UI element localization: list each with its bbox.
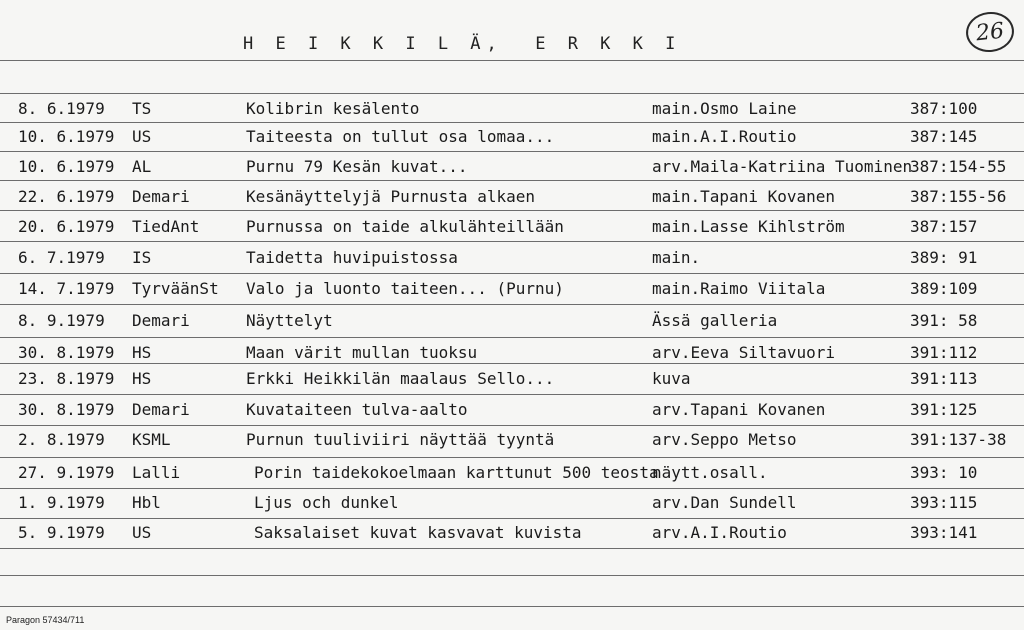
entry-ref: 387:145 xyxy=(910,127,978,146)
entry-author: main. xyxy=(652,248,701,267)
card-title: H E I K K I L Ä, E R K K I xyxy=(243,34,682,54)
entry-row xyxy=(0,521,1024,545)
divider xyxy=(0,210,1024,211)
entry-publication: AL xyxy=(132,157,152,176)
divider xyxy=(0,518,1024,519)
entry-title: Valo ja luonto taiteen... (Purnu) xyxy=(246,279,564,298)
entry-ref: 391:113 xyxy=(910,369,978,388)
entry-title: Näyttelyt xyxy=(246,311,333,330)
entry-title: Taidetta huvipuistossa xyxy=(246,248,458,267)
entry-title: Kesänäyttelyjä Purnusta alkaen xyxy=(246,187,535,206)
entry-title: Ljus och dunkel xyxy=(254,493,399,512)
entry-title: Porin taidekokoelmaan karttunut 500 teosta xyxy=(254,463,659,482)
entry-title: Maan värit mullan tuoksu xyxy=(246,343,478,362)
entry-title: Purnu 79 Kesän kuvat... xyxy=(246,157,468,176)
entry-date: 23. 8.1979 xyxy=(18,369,115,388)
entry-publication: Lalli xyxy=(132,463,181,482)
entry-ref: 393: 10 xyxy=(910,463,978,482)
entry-title: Taiteesta on tullut osa lomaa... xyxy=(246,127,555,146)
page-number: 26 xyxy=(974,18,1006,46)
entry-publication: IS xyxy=(132,248,152,267)
entry-publication: TiedAnt xyxy=(132,217,200,236)
entry-date: 8. 6.1979 xyxy=(18,99,105,118)
divider xyxy=(0,93,1024,94)
entry-row xyxy=(0,491,1024,515)
entry-ref: 389: 91 xyxy=(910,248,978,267)
divider xyxy=(0,304,1024,305)
entry-row xyxy=(0,428,1024,452)
entry-publication: TS xyxy=(132,99,152,118)
entry-author: arv.Seppo Metso xyxy=(652,430,797,449)
entry-publication: HS xyxy=(132,369,152,388)
divider xyxy=(0,488,1024,489)
entry-author: arv.Dan Sundell xyxy=(652,493,797,512)
entry-row xyxy=(0,246,1024,270)
entry-ref: 387:154-55 xyxy=(910,157,1007,176)
entry-row xyxy=(0,277,1024,301)
entry-publication: Demari xyxy=(132,400,190,419)
entry-row xyxy=(0,97,1024,121)
divider xyxy=(0,425,1024,426)
entry-ref: 389:109 xyxy=(910,279,978,298)
entry-author: arv.A.I.Routio xyxy=(652,523,787,542)
divider xyxy=(0,548,1024,549)
divider xyxy=(0,180,1024,181)
entry-date: 10. 6.1979 xyxy=(18,157,115,176)
entry-ref: 393:115 xyxy=(910,493,978,512)
entry-author: main.Raimo Viitala xyxy=(652,279,826,298)
divider xyxy=(0,122,1024,123)
entry-date: 1. 9.1979 xyxy=(18,493,105,512)
entry-publication: Demari xyxy=(132,187,190,206)
entry-date: 5. 9.1979 xyxy=(18,523,105,542)
entry-date: 27. 9.1979 xyxy=(18,463,115,482)
entry-title: Kuvataiteen tulva-aalto xyxy=(246,400,468,419)
entry-publication: HS xyxy=(132,343,152,362)
entry-row xyxy=(0,309,1024,333)
entry-ref: 387:155-56 xyxy=(910,187,1007,206)
entry-title: Erkki Heikkilän maalaus Sello... xyxy=(246,369,555,388)
entry-ref: 391:137-38 xyxy=(910,430,1007,449)
entry-ref: 391: 58 xyxy=(910,311,978,330)
entry-author: näytt.osall. xyxy=(652,463,768,482)
entry-date: 30. 8.1979 xyxy=(18,343,115,362)
entry-row xyxy=(0,367,1024,391)
entry-publication: TyrväänSt xyxy=(132,279,219,298)
divider xyxy=(0,606,1024,607)
divider xyxy=(0,151,1024,152)
entry-author: arv.Maila-Katriina Tuominen xyxy=(652,157,913,176)
divider xyxy=(0,337,1024,338)
entry-ref: 391:125 xyxy=(910,400,978,419)
entry-title: Purnussa on taide alkulähteillään xyxy=(246,217,564,236)
entry-title: Saksalaiset kuvat kasvavat kuvista xyxy=(254,523,582,542)
entry-author: main.A.I.Routio xyxy=(652,127,797,146)
divider xyxy=(0,60,1024,61)
divider xyxy=(0,394,1024,395)
entry-date: 6. 7.1979 xyxy=(18,248,105,267)
card-footer: Paragon 57434/711 xyxy=(6,615,85,625)
entry-row xyxy=(0,215,1024,239)
entry-author: main.Osmo Laine xyxy=(652,99,797,118)
entry-date: 30. 8.1979 xyxy=(18,400,115,419)
entry-publication: KSML xyxy=(132,430,171,449)
entry-ref: 393:141 xyxy=(910,523,978,542)
entry-publication: Hbl xyxy=(132,493,161,512)
entry-title: Purnun tuuliviiri näyttää tyyntä xyxy=(246,430,555,449)
entry-date: 8. 9.1979 xyxy=(18,311,105,330)
entry-row xyxy=(0,125,1024,149)
entry-author: kuva xyxy=(652,369,691,388)
entry-row xyxy=(0,185,1024,209)
entry-date: 14. 7.1979 xyxy=(18,279,115,298)
entry-publication: US xyxy=(132,127,152,146)
page-number-circle xyxy=(964,10,1016,55)
entry-date: 2. 8.1979 xyxy=(18,430,105,449)
entry-author: arv.Eeva Siltavuori xyxy=(652,343,836,362)
entry-row xyxy=(0,341,1024,365)
entry-date: 22. 6.1979 xyxy=(18,187,115,206)
entry-author: main.Tapani Kovanen xyxy=(652,187,836,206)
entry-publication: US xyxy=(132,523,152,542)
divider xyxy=(0,575,1024,576)
entry-author: main.Lasse Kihlström xyxy=(652,217,845,236)
entry-publication: Demari xyxy=(132,311,190,330)
entry-ref: 391:112 xyxy=(910,343,978,362)
entry-row xyxy=(0,155,1024,179)
divider xyxy=(0,241,1024,242)
entry-ref: 387:100 xyxy=(910,99,978,118)
entry-author: Ässä galleria xyxy=(652,311,778,330)
entry-date: 20. 6.1979 xyxy=(18,217,115,236)
divider xyxy=(0,457,1024,458)
entry-author: arv.Tapani Kovanen xyxy=(652,400,826,419)
entry-date: 10. 6.1979 xyxy=(18,127,115,146)
entry-ref: 387:157 xyxy=(910,217,978,236)
divider xyxy=(0,273,1024,274)
divider xyxy=(0,363,1024,364)
entry-row xyxy=(0,398,1024,422)
entry-title: Kolibrin kesälento xyxy=(246,99,420,118)
entry-row xyxy=(0,461,1024,485)
